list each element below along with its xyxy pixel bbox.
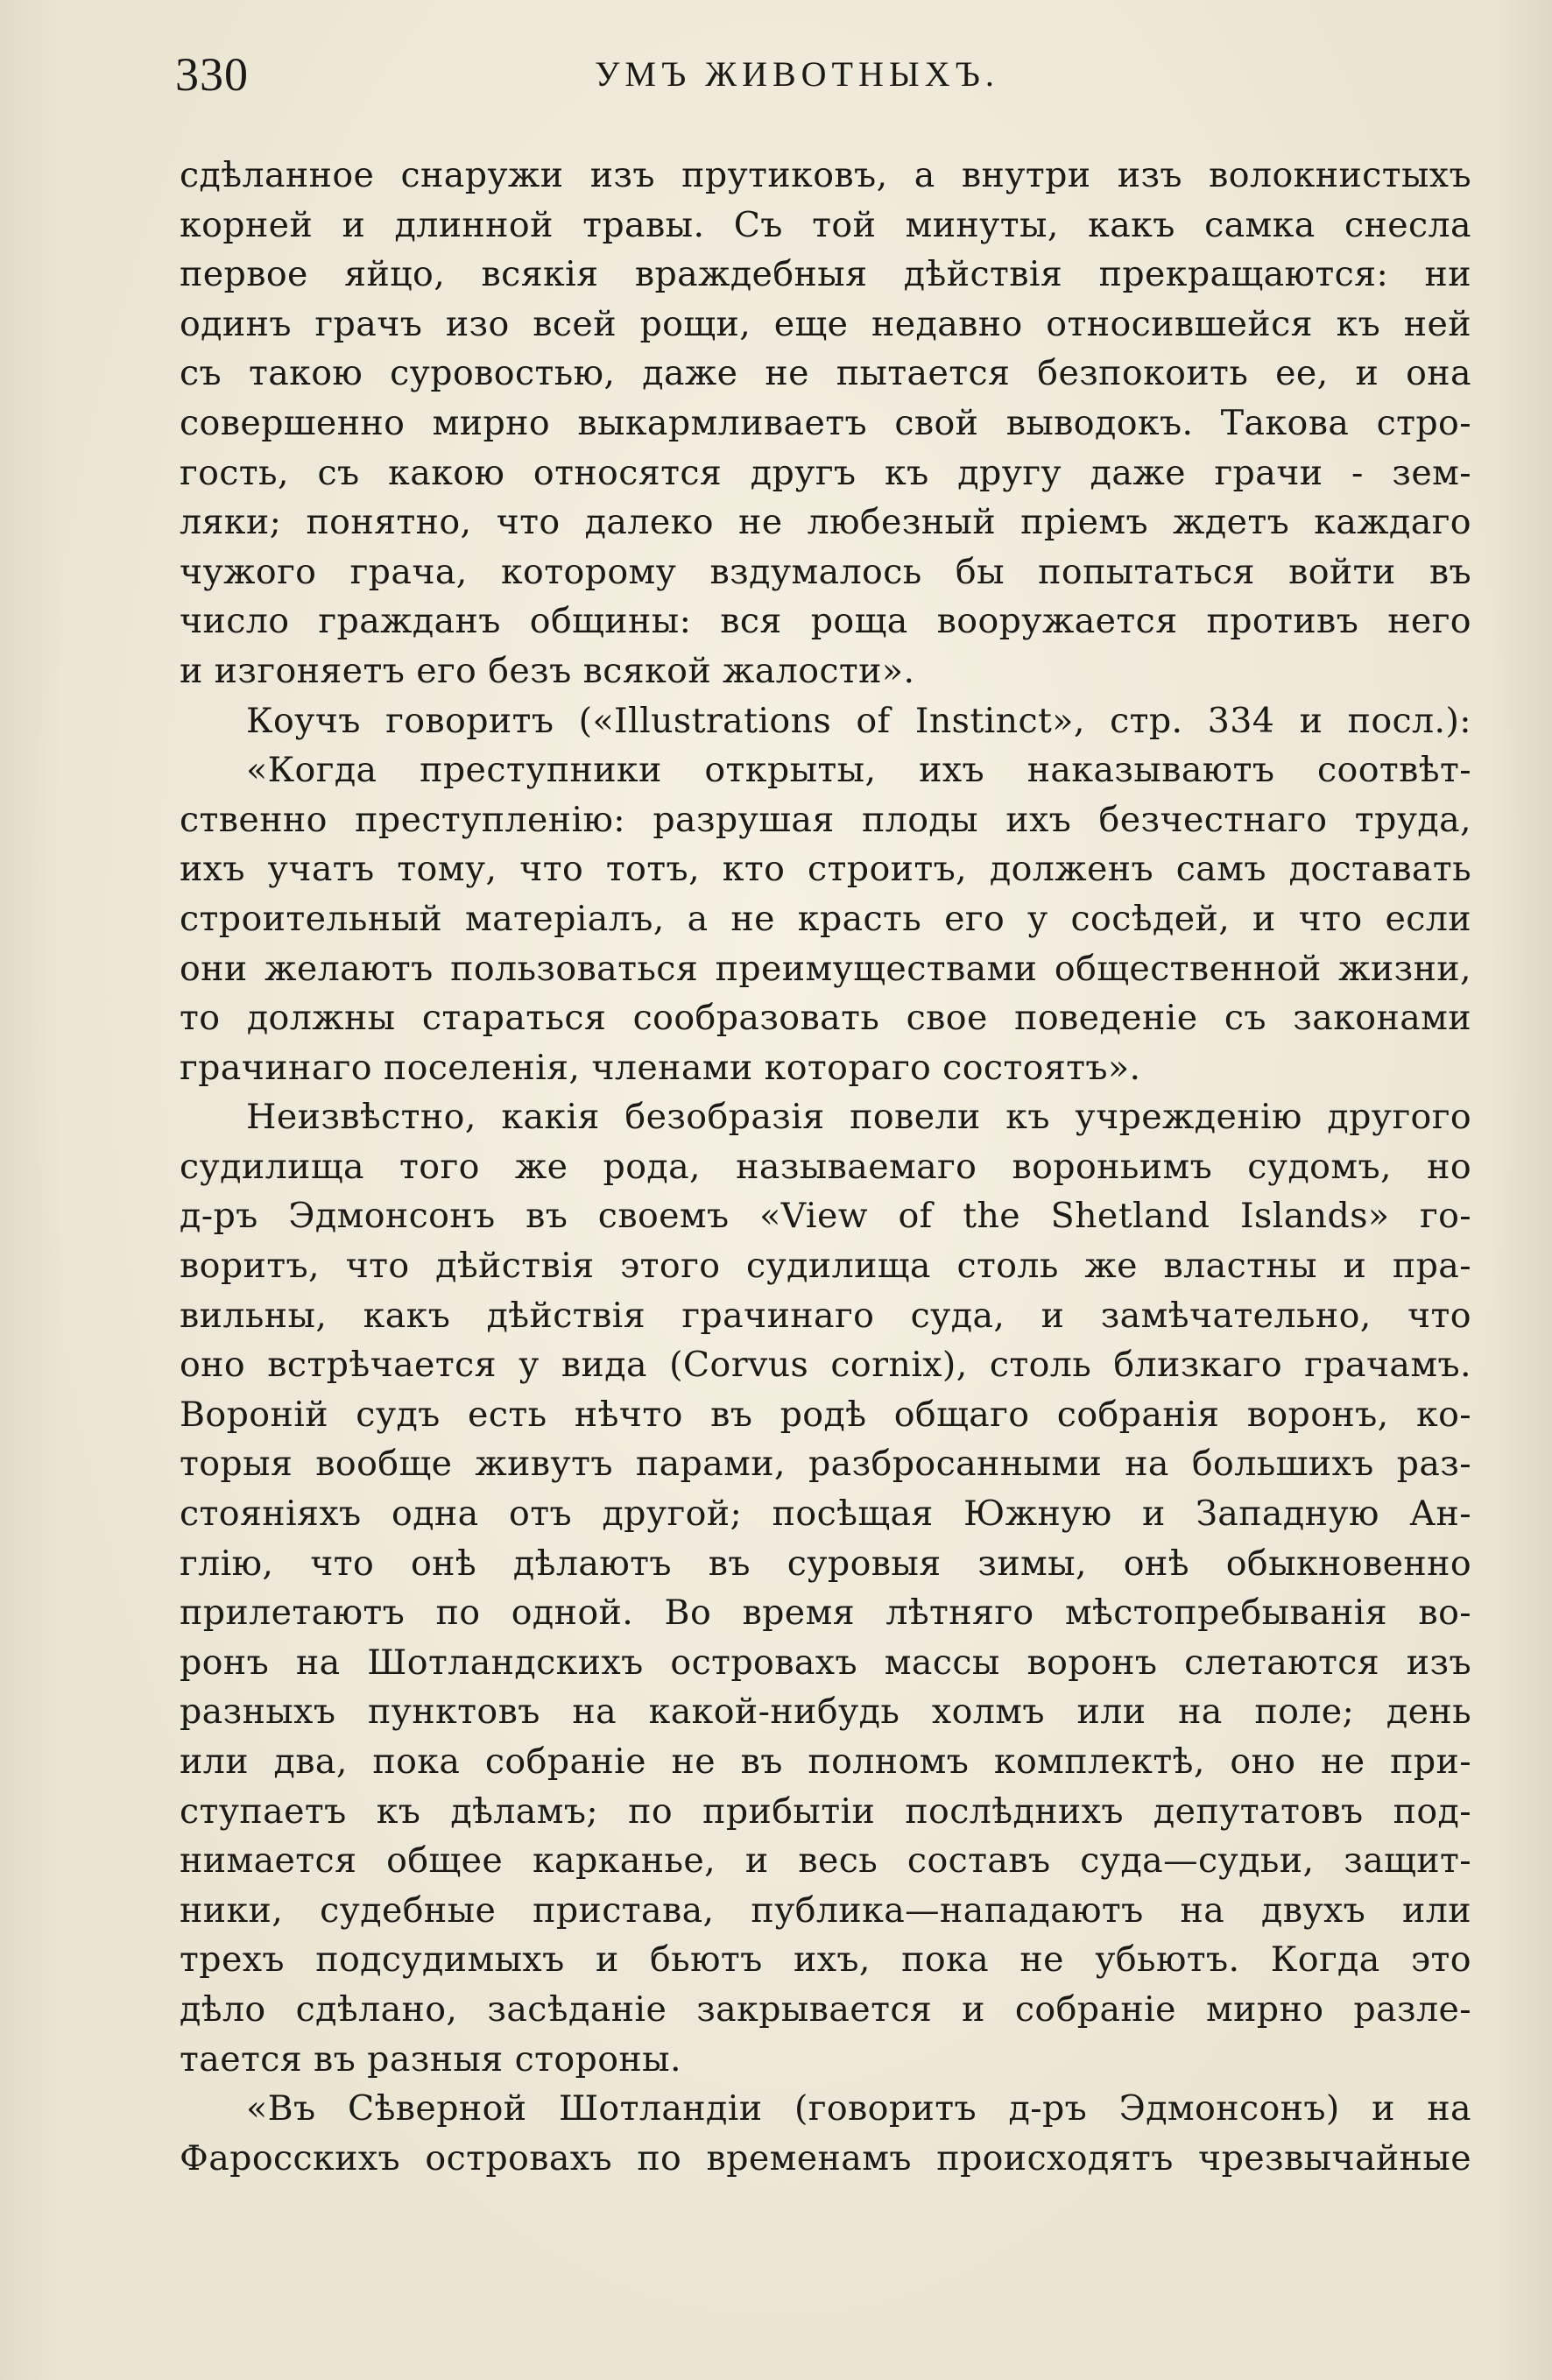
text-line: торыя вообще живутъ парами, разбросанными на большихъ раз- (180, 1444, 1471, 1485)
text-line: трехъ подсудимыхъ и бьютъ ихъ, пока не убьютъ. Когда это (180, 1939, 1471, 1981)
text-line: вильны, какъ дѣйствія грачинаго суда, и замѣчательно, что (180, 1295, 1471, 1336)
text-line: воритъ, что дѣйствія этого судилища столь же властны и пра- (180, 1246, 1471, 1287)
text-line: стояніяхъ одна отъ другой; посѣщая Южную и Западную Ан- (180, 1494, 1471, 1535)
page-number: 330 (175, 48, 249, 101)
text-line: Коучъ говоритъ («Illustrations of Instinct», стр. 334 и посл.): (246, 700, 1471, 741)
text-line: то должны стараться сообразовать свое поведеніе съ законами (180, 998, 1471, 1039)
text-line: разныхъ пунктовъ на какой-нибудь холмъ или на поле; день (180, 1691, 1471, 1733)
text-line: совершенно мирно выкармливаетъ свой выводокъ. Такова стро- (180, 402, 1471, 443)
text-line: глію, что онѣ дѣлаютъ въ суровыя зимы, онѣ обыкновенно (180, 1543, 1471, 1584)
text-line: первое яйцо, всякія враждебныя дѣйствія прекращаются: ни (180, 254, 1471, 295)
text-line: или два, пока собраніе не въ полномъ комплектѣ, оно не при- (180, 1741, 1471, 1782)
text-line: корней и длинной травы. Съ той минуты, какъ самка снесла (180, 204, 1471, 245)
text-line: Неизвѣстно, какія безобразія повели къ учрежденію другого (246, 1097, 1471, 1138)
running-title: УМЪ ЖИВОТНЫХЪ. (595, 54, 999, 94)
text-line: ихъ учатъ тому, что тотъ, кто строитъ, долженъ самъ доставать (180, 849, 1471, 890)
text-line: и изгоняетъ его безъ всякой жалости». (180, 650, 915, 691)
text-line: дѣло сдѣлано, засѣданіе закрывается и собраніе мирно разле- (180, 1988, 1471, 2030)
text-line: д-ръ Эдмонсонъ въ своемъ «View of the Shetland Islands» го- (180, 1196, 1471, 1237)
text-line: «Когда преступники открыты, ихъ наказываютъ соотвѣт- (246, 750, 1471, 791)
text-line: ники, судебные пристава, публика—нападаютъ на двухъ или (180, 1889, 1471, 1931)
text-line: ронъ на Шотландскихъ островахъ массы воронъ слетаются изъ (180, 1642, 1471, 1683)
text-line: они желаютъ пользоваться преимуществами общественной жизни, (180, 948, 1471, 989)
running-head (175, 44, 1471, 105)
text-line: строительный матеріалъ, а не красть его у сосѣдей, и что если (180, 898, 1471, 939)
text-line: гость, съ какою относятся другъ къ другу даже грачи - зем- (180, 452, 1471, 493)
text-line: прилетаютъ по одной. Во время лѣтняго мѣстопребыванія во- (180, 1593, 1471, 1634)
text-line: сдѣланное снаружи изъ прутиковъ, а внутри изъ волокнистыхъ (180, 155, 1471, 195)
text-line: судилища того же рода, называемаго вороньимъ судомъ, но (180, 1146, 1471, 1187)
text-line: грачинаго поселенія, членами котораго состоятъ». (180, 1047, 1141, 1088)
body-text (180, 151, 1471, 2183)
text-line: «Въ Сѣверной Шотландіи (говоритъ д-ръ Эдмонсонъ) и на (246, 2088, 1471, 2129)
text-line: съ такою суровостью, даже не пытается безпокоить ее, и она (180, 353, 1471, 394)
text-line: ственно преступленію: разрушая плоды ихъ безчестнаго труда, (180, 799, 1471, 840)
text-line: чужого грача, которому вздумалось бы попытаться войти въ (180, 551, 1471, 592)
text-line: Вороній судъ есть нѣчто въ родѣ общаго собранія воронъ, ко- (180, 1394, 1471, 1435)
text-line: оно встрѣчается у вида (Corvus cornix), столь близкаго грачамъ. (180, 1345, 1471, 1386)
text-line: число гражданъ общины: вся роща вооружается противъ него (180, 601, 1471, 642)
text-line: ляки; понятно, что далеко не любезный пріемъ ждетъ каждаго (180, 502, 1471, 543)
text-line: нимается общее карканье, и весь составъ суда—судьи, защит- (180, 1840, 1471, 1882)
text-line: одинъ грачъ изо всей рощи, еще недавно относившейся къ ней (180, 303, 1471, 344)
text-line: ступаетъ къ дѣламъ; по прибытіи послѣднихъ депутатовъ под- (180, 1790, 1471, 1832)
text-line: тается въ разныя стороны. (180, 2038, 681, 2080)
text-line: Фаросскихъ островахъ по временамъ происходятъ чрезвычайные (180, 2137, 1471, 2179)
